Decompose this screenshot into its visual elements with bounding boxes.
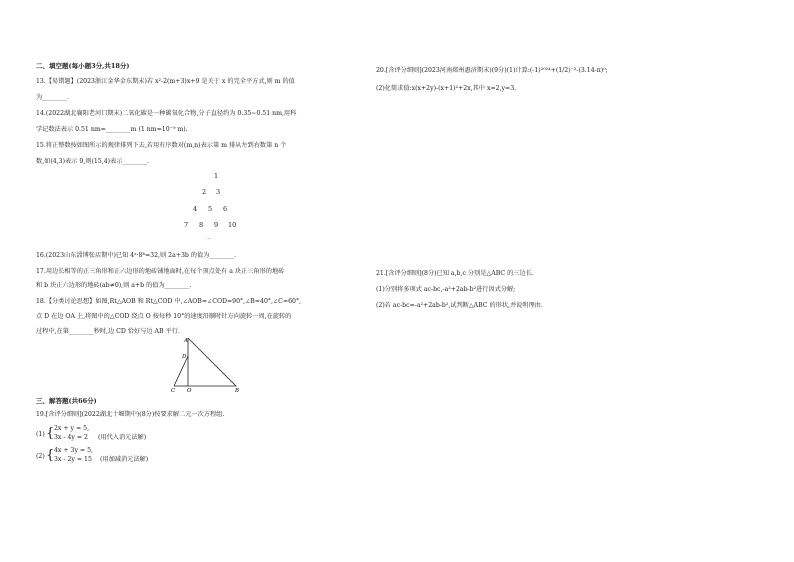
q16: 16.(2023山东淄博张店期中)已知 4ᵃ·8ᵇ=32,则 2a+3b 的值为________.: [36, 252, 237, 259]
q19-p1-prefix: (1): [36, 431, 45, 438]
section2-heading: 二、填空题(每小题3分,共18分): [36, 62, 130, 70]
q20-line2: (2)化简求值:x(x+2y)-(x+1)²+2x,其中 x=2,y=3.: [376, 85, 517, 92]
label-B: B: [235, 388, 240, 392]
q19-p1-eq1: 2x + y = 5,: [54, 425, 90, 432]
brace-icon: {: [46, 426, 55, 441]
tri-6: 6: [223, 205, 228, 213]
tri-1: 1: [214, 172, 219, 180]
label-O: O: [187, 388, 192, 392]
tri-7: 7: [184, 221, 189, 229]
label-C: C: [171, 388, 176, 392]
q19-p2-eq1: 4x + 3y = 5,: [54, 447, 93, 454]
tri-2: 2: [202, 188, 207, 196]
q14-line2: 学记数法表示 0.51 nm=________m (1 nm=10⁻⁹ m).: [36, 126, 188, 133]
tri-9: 9: [214, 221, 219, 229]
label-D: D: [182, 354, 187, 360]
tri-ellipsis: …: [206, 235, 211, 241]
q17-line2: 和 b 块正六边形的地砖(ab≠0),则 a+b 的值为________.: [36, 282, 192, 289]
q19-p1-method: (用代入消元法解): [98, 434, 147, 441]
brace-icon: {: [46, 448, 55, 463]
q19-p2-method: (用加减消元法解): [100, 456, 149, 463]
section3-heading: 三、解答题(共66分): [36, 397, 97, 405]
q20-line1: 20.[含评分细则](2023河南郑州惠济期末)(9分)(1)计算:(-1)²⁰²⁴+(1/2)⁻²-(3.14-π)⁰;: [376, 67, 608, 74]
triangle-figure: [160, 330, 260, 392]
q18-line1: 18.【分类讨论思想】如图,Rt△AOB 和 Rt△COD 中,∠AOB=∠COD=90°,∠B=40°,∠C=60°,: [36, 298, 302, 305]
q13-line1: 13.【易错题】(2023浙江金华金东期末)若 x²-2(m+3)x+9 是关于 x 的完全平方式,则 m 的值: [36, 78, 295, 85]
tri-10: 10: [228, 221, 237, 229]
q19-p1-eq2: 3x - 4y = 2: [54, 434, 88, 441]
q17-line1: 17.用边长相等的正三角形和正六边形的地砖铺地面时,在每个顶点处有 a 块正三角形的地砖: [36, 268, 285, 275]
tri-3: 3: [216, 188, 221, 196]
label-A: A: [184, 338, 188, 344]
q13-line2: 为________.: [36, 94, 69, 101]
q15-line2: 数,如(4,3)表示 9,则(15,4)表示________.: [36, 158, 150, 165]
q19-line1: 19.[含评分细则](2022湖北十堰期中)(8分)按要求解二元一次方程组.: [36, 411, 225, 418]
q21-line1: 21.[含评分细则](8分)已知 a,b,c 分别是△ABC 的三边长.: [376, 270, 534, 277]
q21-line2: (1)分别将多项式 ac-bc,-a²+2ab-b²进行因式分解;: [376, 286, 516, 293]
q19-p2-eq2: 3x - 2y = 15: [54, 456, 92, 463]
tri-5: 5: [208, 205, 213, 213]
q19-p2-prefix: (2): [36, 453, 45, 460]
q21-line3: (2)若 ac-bc=-a²+2ab-b²,试判断△ABC 的形状,并说明理由.: [376, 302, 543, 309]
q14-line1: 14.(2022湖北襄阳老河口期末)二氧化碳是一种碳氧化合物,分子直径约为 0.35~0.51 nm,用科: [36, 110, 297, 117]
q18-line2: 点 D 在边 OA 上,将图中的△COD 绕点 O 按每秒 10°的速度沿顺时针方向旋转一周,在旋转的: [36, 313, 292, 320]
tri-4: 4: [193, 205, 198, 213]
tri-8: 8: [199, 221, 204, 229]
q15-line1: 15.将正整数按如图所示的规律排列下去,若用有序数对(m,n)表示第 m 排从左到右数第 n 个: [36, 142, 287, 149]
q18-line3: 过程中,在第________秒时,边 CD 恰好与边 AB 平行.: [36, 328, 180, 335]
